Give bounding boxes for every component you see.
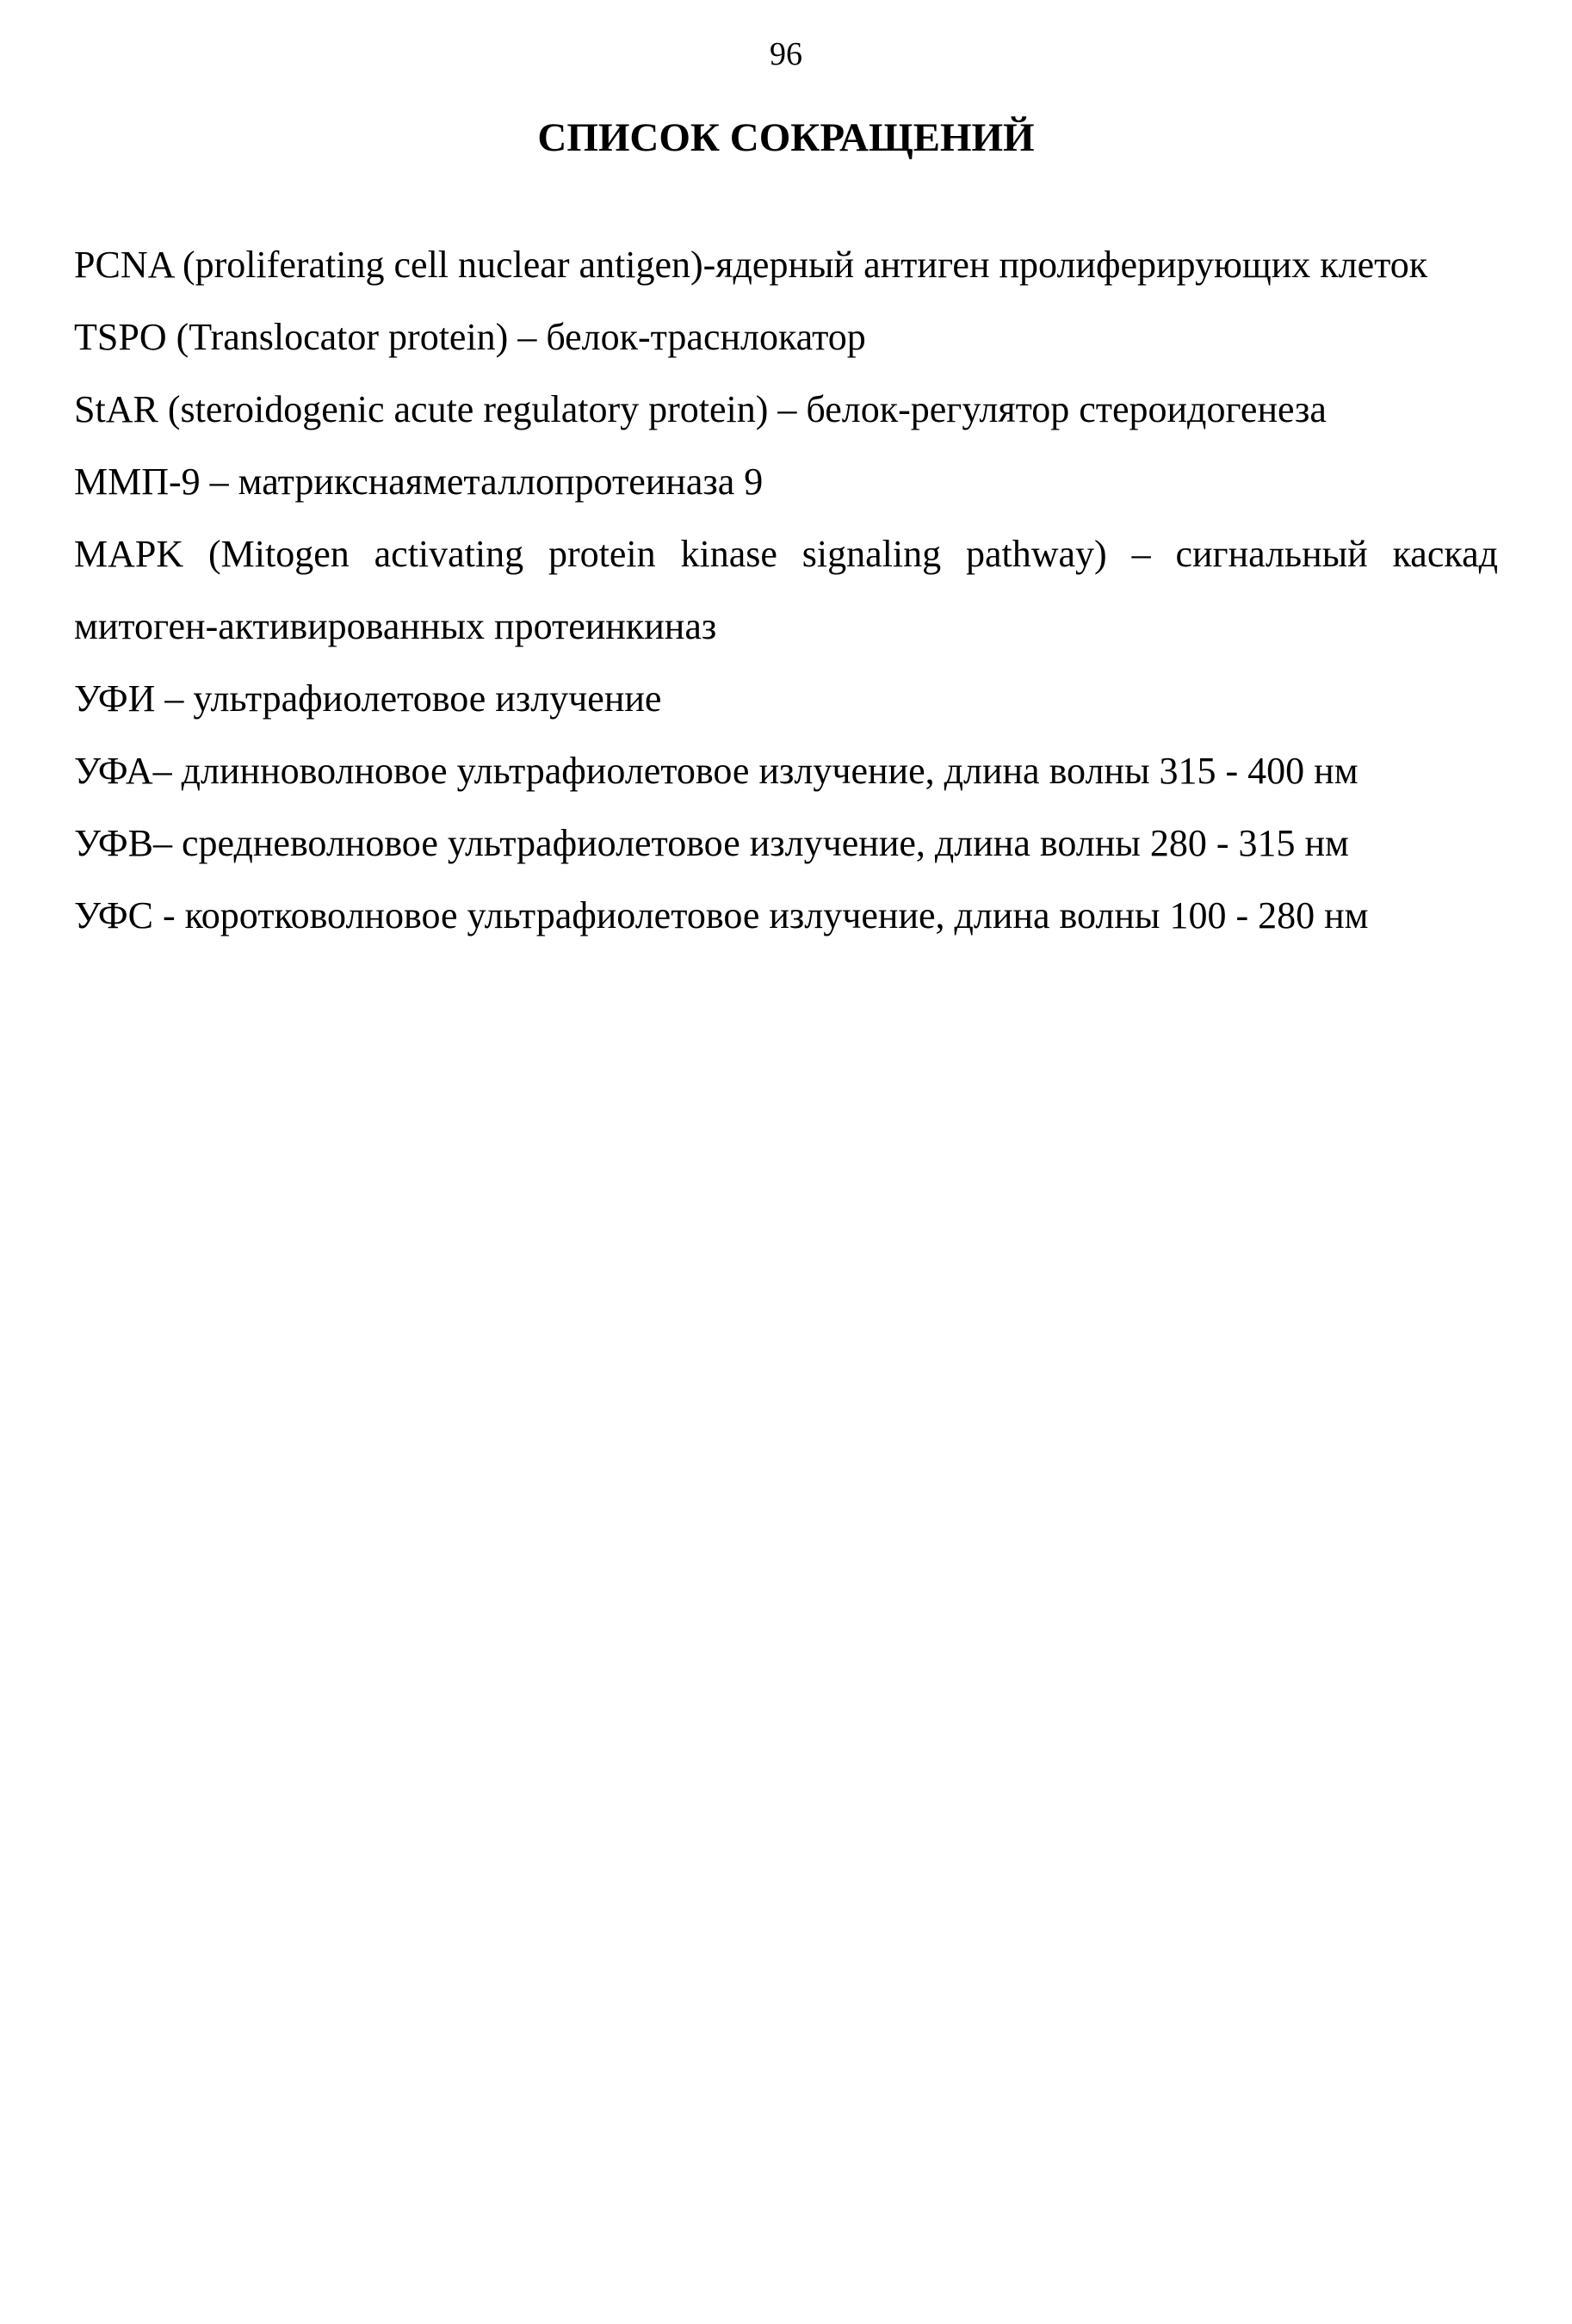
abbreviation-entry-ufb: УФВ– средневолновое ультрафиолетовое излучение, длина волны 280 - 315 нм (74, 822, 1349, 864)
abbreviation-entry-star: StAR (steroidogenic acute regulatory protein) – белок-регулятор стероидогенеза (74, 388, 1327, 430)
abbreviation-entry-mapk: MAPK (Mitogen activating protein kinase signaling pathway) – сигнальный каскад митоген-активированных протеинкиназ (74, 533, 1498, 647)
page-number: 96 (770, 36, 802, 72)
abbreviation-entry-mmp9: ММП-9 – матрикснаяметаллопротеиназа 9 (74, 460, 764, 503)
page-title: СПИСОК СОКРАЩЕНИЙ (537, 115, 1035, 160)
abbreviation-list (74, 229, 1498, 952)
abbreviation-entry-ufi: УФИ – ультрафиолетовое излучение (74, 677, 662, 720)
abbreviation-entry-tspo: TSPO (Translocator protein) – белок-траснлокатор (74, 316, 866, 358)
abbreviation-entry-pcna: PCNA (proliferating cell nuclear antigen)-ядерный антиген пролиферирующих клеток (74, 244, 1428, 286)
abbreviation-entry-ufa: УФА– длинноволновое ультрафиолетовое излучение, длина волны 315 - 400 нм (74, 750, 1358, 792)
abbreviation-entry-ufc: УФС - коротковолновое ультрафиолетовое излучение, длина волны 100 - 280 нм (74, 894, 1369, 936)
